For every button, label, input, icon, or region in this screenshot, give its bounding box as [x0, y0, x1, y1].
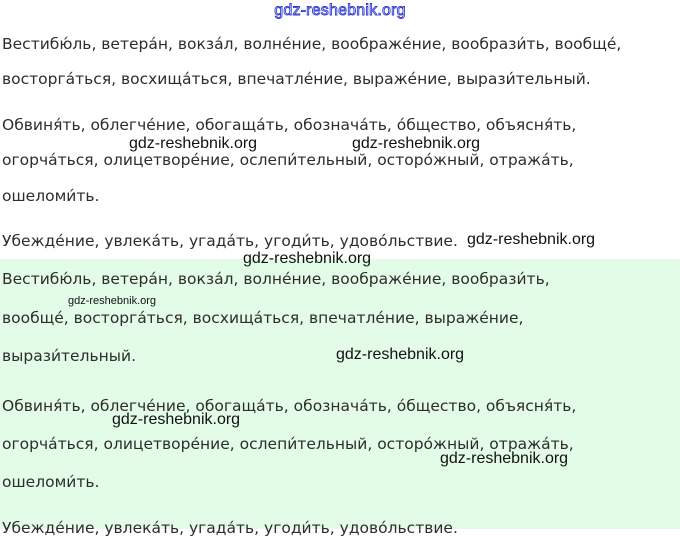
text-line: Обвиня́ть, облегче́ние, обогаща́ть, обознача́ть, о́бщество, объясня́ть, [2, 116, 577, 134]
watermark-text: gdz-reshebnik.org [243, 250, 372, 267]
text-line: ошеломи́ть. [2, 473, 100, 491]
exercise-text-block [0, 0, 680, 259]
text-line: огорча́ться, олицетворе́ние, ослепи́тельный, осторо́жный, отража́ть, [2, 151, 574, 169]
watermark-text: gdz-reshebnik.org [352, 135, 481, 152]
watermark-text: gdz-reshebnik.org [68, 295, 157, 307]
text-line: ошеломи́ть. [2, 187, 100, 205]
text-line: Убежде́ние, увлека́ть, угада́ть, угоди́ть, удово́льствие. [2, 519, 458, 537]
text-line: вырази́тельный. [2, 347, 137, 365]
watermark-text: gdz-reshebnik.org [467, 231, 596, 248]
watermark-text: gdz-reshebnik.org [440, 450, 569, 467]
watermark-text: gdz-reshebnik.org [129, 135, 258, 152]
text-line: огорча́ться, олицетворе́ние, ослепи́тельный, осторо́жный, отража́ть, [2, 435, 574, 453]
watermark-text: gdz-reshebnik.org [336, 346, 465, 363]
text-line: Обвиня́ть, облегче́ние, обогаща́ть, обознача́ть, о́бщество, объясня́ть, [2, 397, 577, 415]
watermark-text: gdz-reshebnik.org [112, 411, 241, 428]
text-line: восторга́ться, восхища́ться, впечатле́ние, выраже́ние, вырази́тельный. [2, 70, 591, 88]
header-watermark[interactable]: gdz-reshebnik.org [274, 2, 406, 19]
highlighted-answer-block [0, 250, 680, 537]
text-line: Вестибю́ль, ветера́н, вокза́л, волне́ние, воображе́ние, вообрази́ть, [2, 270, 550, 288]
text-line: Вестибю́ль, ветера́н, вокза́л, волне́ние, воображе́ние, вообрази́ть, вообще́, [2, 35, 622, 53]
text-line: вообще́, восторга́ться, восхища́ться, впечатле́ние, выраже́ние, [2, 309, 524, 327]
text-line: Убежде́ние, увлека́ть, угада́ть, угоди́ть, удово́льствие. [2, 232, 458, 250]
